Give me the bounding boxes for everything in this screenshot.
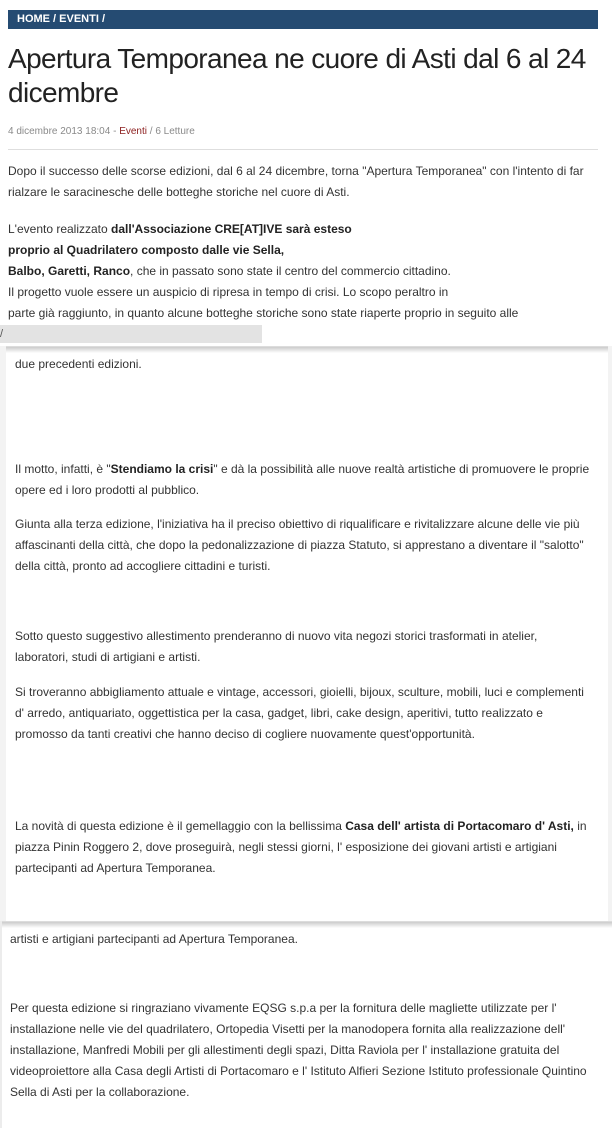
header-divider bbox=[8, 149, 598, 150]
sotto-paragraph: Sotto questo suggestivo allestimento prenderanno di nuovo vita negozi storici trasformati in atelier, laboratori, studi di artigiani e artisti. bbox=[15, 629, 538, 664]
event-line-5: parte già raggiunto, in quanto alcune botteghe storiche sono state riaperte proprio in seguito alle bbox=[8, 306, 519, 320]
continued-paragraph: due precedenti edizioni. bbox=[15, 357, 142, 371]
event-line-3: Balbo, Garetti, Ranco, che in passato sono state il centro del commercio cittadino. bbox=[8, 264, 451, 278]
article-header-segment bbox=[0, 0, 612, 346]
giunta-paragraph: Giunta alla terza edizione, l'iniziativa ha il preciso obiettivo di riqualificare e rivitalizzare alcune delle vie più affascinanti della città, che dopo la pedonalizzazione di piazza Statuto, si apprestano a diventare il "salotto" della città, pronto ad accogliere cittadini e turisti. bbox=[15, 517, 584, 573]
continued-paragraph: artisti e artigiani partecipanti ad Apertura Temporanea. bbox=[10, 932, 298, 946]
category-link[interactable]: Eventi bbox=[119, 126, 147, 137]
article-footer-segment bbox=[0, 921, 612, 1128]
thanks-paragraph: Per questa edizione si ringraziano vivamente EQSG s.p.a per la fornitura delle magliette utilizzate per l' installazione nelle vie del quadrilatero, Ortopedia Visetti per la manodopera fornita alla realizzazione dell' installazione, Manfredi Mobili per gli allestimenti degli spazi, Ditta Raviola per l' installazione gratuita del videoproiettore alla Casa degli Artisti di Portacomaro e l' Istituto Alfieri Sezione Istituto professionale Quintino Sella di Asti per la collaborazione. bbox=[10, 1001, 587, 1099]
segment-overlap-edge bbox=[0, 921, 612, 928]
segment-overlap-edge bbox=[0, 346, 612, 353]
left-edge bbox=[0, 921, 2, 1128]
novita-paragraph: La novità di questa edizione è il gemellaggio con la bellissima Casa dell' artista di Portacomaro d' Asti, in piazza Pinin Roggero 2, dove proseguirà, negli stessi giorni, l' esposizione dei giovani artisti e artigiani partecipanti ad Apertura Temporanea. bbox=[15, 819, 587, 875]
article-title: Apertura Temporanea ne cuore di Asti dal 6 al 24 dicembre bbox=[8, 43, 586, 108]
scroll-overlay-bar bbox=[0, 325, 262, 343]
event-paragraph bbox=[8, 219, 608, 324]
article-date: 4 dicembre 2013 18:04 - bbox=[8, 126, 120, 137]
read-count: / 6 Letture bbox=[146, 126, 195, 137]
event-line-1: L'evento realizzato dall'Associazione CRE[AT]IVE sarà esteso bbox=[8, 222, 352, 236]
right-edge bbox=[608, 346, 612, 921]
left-edge bbox=[0, 346, 6, 921]
article-body-segment bbox=[0, 346, 612, 921]
event-line-4: Il progetto vuole essere un auspicio di ripresa in tempo di crisi. Lo scopo peraltro in bbox=[8, 285, 449, 299]
event-line-2: proprio al Quadrilatero composto dalle vie Sella, bbox=[8, 243, 285, 257]
motto-paragraph: Il motto, infatti, è "Stendiamo la crisi" e dà la possibilità alle nuove realtà artistiche di promuovere le proprie opere ed i loro prodotti al pubblico. bbox=[15, 462, 590, 497]
article-meta bbox=[8, 126, 195, 137]
overlay-slash: / bbox=[0, 328, 4, 340]
breadcrumb[interactable]: HOME / EVENTI / bbox=[8, 10, 598, 29]
intro-paragraph: Dopo il successo delle scorse edizioni, dal 6 al 24 dicembre, torna "Apertura Temporanea" con l'intento di far rialzare le saracinesche delle botteghe storiche nel cuore di Asti. bbox=[8, 164, 584, 199]
si-troveranno-paragraph: Si troveranno abbigliamento attuale e vintage, accessori, gioielli, bijoux, sculture, mobili, luci e complementi d' arredo, antiquariato, oggettistica per la casa, gadget, libri, cake design, aperitivi, tutto realizzato e promosso da tanti creativi che hanno deciso di cogliere nuovamente quest'opportunità. bbox=[15, 685, 584, 741]
